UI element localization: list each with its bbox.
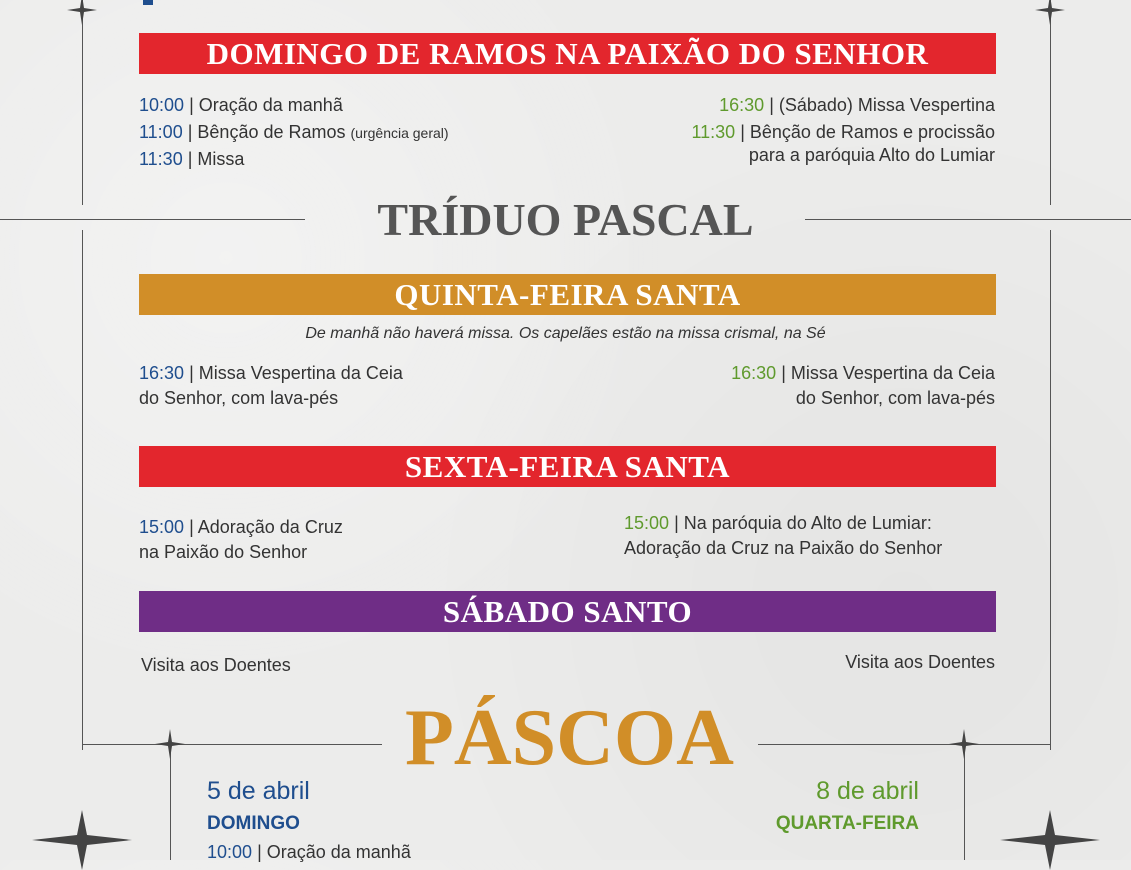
- schedule-text: | Adoração da Cruz: [189, 517, 343, 537]
- schedule-text: | Missa Vespertina da Ceia: [189, 363, 403, 383]
- schedule-time: 16:30: [139, 363, 185, 383]
- schedule-line: [796, 386, 995, 410]
- schedule-text: do Senhor, com lava-pés: [139, 388, 339, 408]
- star-ornament-icon: [67, 0, 97, 25]
- pascoa-title: PÁSCOA: [405, 694, 734, 782]
- pascoa-left-day: DOMINGO: [207, 813, 300, 834]
- sabado-banner: [139, 591, 996, 632]
- schedule-text: na Paixão do Senhor: [139, 542, 308, 562]
- schedule-time: 11:00: [139, 122, 183, 142]
- logo-fragment: [143, 0, 153, 5]
- schedule-line: [624, 536, 942, 560]
- quinta-title: QUINTA-FEIRA SANTA: [394, 277, 741, 312]
- schedule-line: [749, 143, 995, 167]
- schedule-line: [691, 120, 995, 144]
- schedule-text: do Senhor, com lava-pés: [795, 388, 995, 408]
- quinta-note: De manhã não haverá missa. Os capelães estão na missa crismal, na Sé: [305, 325, 826, 342]
- schedule-line: [139, 120, 449, 145]
- schedule-text: | Na paróquia do Alto de Lumiar:: [674, 513, 932, 533]
- corner-star-ornament-icon: [32, 810, 132, 870]
- domingo-ramos-title: DOMINGO DE RAMOS NA PAIXÃO DO SENHOR: [206, 36, 929, 71]
- schedule-time: 11:30: [691, 122, 736, 142]
- schedule-text: para a paróquia Alto do Lumiar: [748, 145, 995, 165]
- schedule-line: [139, 515, 343, 539]
- schedule-line: [139, 147, 244, 171]
- schedule-line: [731, 361, 995, 385]
- pascoa-left-date: 5 de abril: [207, 777, 310, 805]
- sabado-left-text: Visita aos Doentes: [141, 655, 291, 675]
- schedule-time: 16:30: [731, 363, 777, 383]
- schedule-line: [139, 361, 403, 385]
- schedule-line: [719, 93, 995, 117]
- schedule-text: | Bênção de Ramos e procissão: [740, 122, 995, 142]
- corner-star-ornament-icon: [1000, 810, 1100, 870]
- pascoa-right-day: QUARTA-FEIRA: [775, 813, 919, 834]
- frame-line-inner-right: [964, 744, 965, 860]
- star-ornament-icon: [949, 729, 979, 759]
- schedule-text: | (Sábado) Missa Vespertina: [769, 95, 995, 115]
- triduo-title: TRÍDUO PASCAL: [377, 194, 754, 245]
- frame-line-left-lower: [82, 230, 83, 750]
- schedule-text: Adoração da Cruz na Paixão do Senhor: [624, 538, 943, 558]
- frame-line-inner-left: [170, 744, 171, 860]
- schedule-line: [139, 540, 307, 564]
- schedule-time: 10:00: [207, 842, 253, 862]
- frame-line-pascoa-left: [82, 744, 382, 745]
- schedule-time: 15:00: [624, 513, 670, 533]
- schedule-note: (urgência geral): [350, 125, 449, 141]
- schedule-text: | Missa Vespertina da Ceia: [781, 363, 995, 383]
- frame-line-right-lower: [1050, 230, 1051, 750]
- sabado-right-text: Visita aos Doentes: [845, 652, 995, 672]
- schedule-time: 16:30: [719, 95, 765, 115]
- schedule-time: 10:00: [139, 95, 185, 115]
- schedule-line: [139, 93, 343, 117]
- frame-line-right: [1050, 0, 1051, 205]
- sabado-title: SÁBADO SANTO: [442, 594, 693, 629]
- schedule-time: 11:30: [139, 149, 183, 169]
- star-ornament-icon: [155, 729, 185, 759]
- schedule-text: | Bênção de Ramos: [187, 122, 346, 142]
- schedule-text: | Oração da manhã: [257, 842, 411, 862]
- sexta-banner: [139, 446, 996, 487]
- schedule-text: | Oração da manhã: [189, 95, 343, 115]
- schedule-text: | Missa: [187, 149, 245, 169]
- schedule-time: 15:00: [139, 517, 185, 537]
- schedule-line: [624, 511, 932, 535]
- schedule-line: [139, 386, 338, 410]
- schedule-line: [207, 840, 411, 864]
- quinta-banner: [139, 274, 996, 315]
- frame-line-left: [82, 0, 83, 205]
- sexta-title: SEXTA-FEIRA SANTA: [404, 449, 731, 484]
- pascoa-right-date: 8 de abril: [816, 777, 919, 805]
- star-ornament-icon: [1035, 0, 1065, 25]
- domingo-ramos-banner: [139, 33, 996, 74]
- frame-line-pascoa-right: [758, 744, 1050, 745]
